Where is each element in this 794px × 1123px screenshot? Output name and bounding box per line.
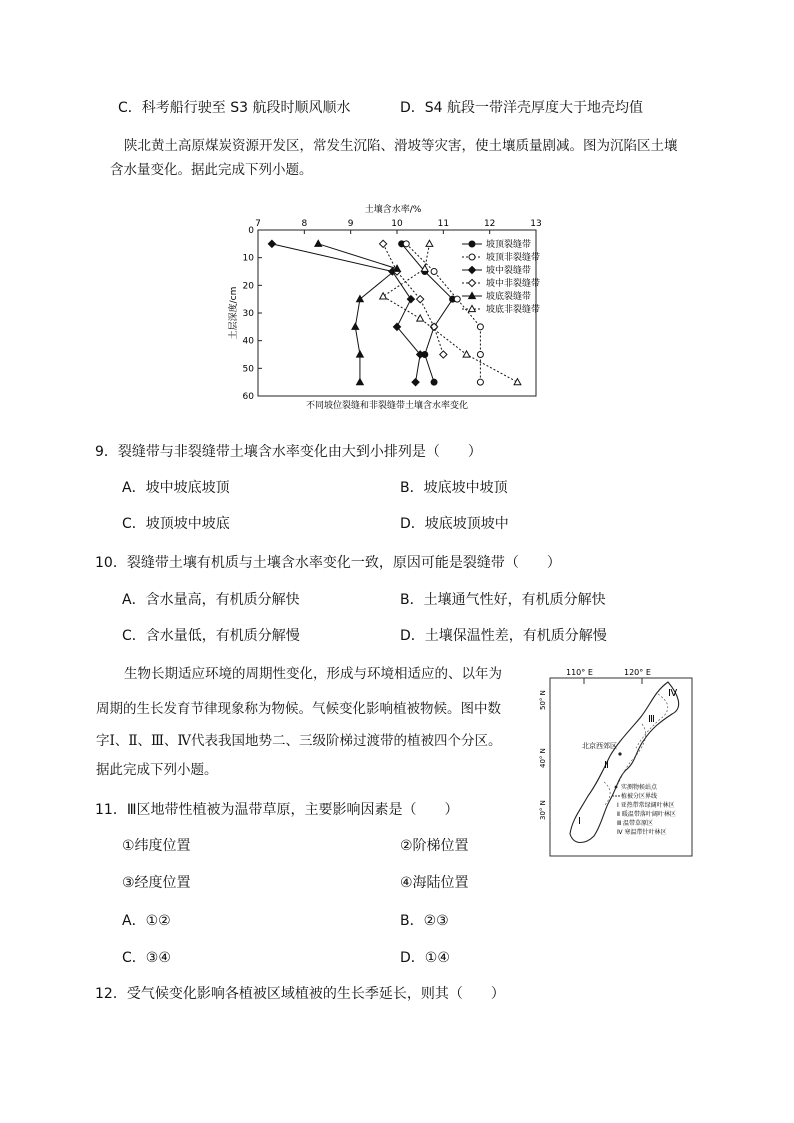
map-legend-item: 实测物候站点 — [621, 784, 658, 791]
q11-option-d[interactable]: D．①④ — [400, 950, 450, 966]
x-tick-label: 7 — [255, 219, 261, 229]
data-point — [403, 241, 409, 247]
x-tick-label: 11 — [437, 219, 450, 229]
q8-option-c: C．科考船行驶至 S3 航段时顺风顺水 — [118, 100, 351, 116]
map-legend-item: Ⅱ 暖温带落叶阔叶林区 — [617, 811, 676, 818]
legend-station-icon — [615, 786, 618, 789]
q9-option-b[interactable]: B．坡底坡中坡顶 — [400, 480, 508, 496]
data-point — [357, 379, 364, 385]
data-point — [407, 296, 414, 303]
map-lon-120: 120° E — [624, 668, 651, 677]
y-axis-label: 土层深度/cm — [229, 286, 239, 340]
passage-soil-line1: 陕北黄土高原煤炭资源开发区，常发生沉陷、滑坡等灾害，使土壤质量剧减。图为沉陷区土壤 — [124, 138, 678, 154]
data-point — [454, 296, 460, 302]
beijing-marker — [618, 752, 621, 755]
q11-option-a[interactable]: A．①② — [122, 913, 171, 929]
series-1 — [399, 241, 456, 385]
data-point — [468, 266, 475, 273]
q9-option-a[interactable]: A．坡中坡底坡顶 — [122, 480, 230, 496]
map-lat-30: 30° N — [539, 800, 547, 820]
x-tick-label: 9 — [347, 219, 354, 229]
data-point — [468, 279, 475, 286]
data-point — [357, 351, 364, 357]
region-iv-label: Ⅳ — [668, 688, 678, 699]
q10-option-b[interactable]: B．土壤通气性好，有机质分解快 — [400, 592, 606, 608]
map-legend-item: Ⅳ 寒温带针叶林区 — [617, 829, 667, 836]
map-lon-110: 110° E — [566, 668, 593, 677]
q8-option-d: D．S4 航段一带洋壳厚度大于地壳均值 — [400, 100, 644, 116]
data-point — [477, 324, 483, 330]
passage-soil-line2: 含水量变化。据此完成下列小题。 — [110, 162, 313, 178]
q11-option-b[interactable]: B．②③ — [400, 913, 449, 929]
q9-stem: 9．裂缝带与非裂缝带土壤含水率变化由大到小排列是（ ） — [95, 444, 482, 460]
series-3 — [268, 240, 423, 386]
data-point — [426, 240, 433, 246]
legend-label: 坡底非裂缝带 — [486, 305, 541, 315]
data-point — [417, 296, 424, 303]
map-lat-50: 50° N — [539, 690, 547, 710]
y-tick-label: 10 — [242, 253, 254, 264]
data-point — [431, 379, 437, 385]
q11-option-c[interactable]: C．③④ — [122, 950, 171, 966]
legend-label: 坡中非裂缝带 — [486, 279, 541, 289]
q10-option-d[interactable]: D．土壤保温性差，有机质分解慢 — [400, 628, 607, 644]
q9-option-d[interactable]: D．坡底坡顶坡中 — [400, 516, 509, 532]
map-legend-item: Ⅰ 亚热带常绿阔叶林区 — [617, 802, 675, 809]
data-point — [412, 379, 419, 386]
data-point — [268, 240, 275, 247]
data-point — [315, 240, 322, 246]
series-line — [318, 244, 397, 382]
y-tick-label: 0 — [248, 226, 254, 236]
transition-belt-outline — [570, 682, 679, 843]
data-point — [469, 254, 475, 260]
q10-option-a[interactable]: A．含水量高，有机质分解快 — [122, 592, 300, 608]
series-5 — [315, 240, 401, 385]
data-point — [431, 269, 437, 275]
data-point — [477, 379, 483, 385]
q11-stem: 11．Ⅲ区地带性植被为温带草原，主要影响因素是（ ） — [95, 802, 459, 818]
chart-svg — [226, 200, 556, 418]
q10-option-c[interactable]: C．含水量低，有机质分解慢 — [122, 628, 300, 644]
map-svg — [540, 664, 698, 860]
q11-item-3: ③经度位置 — [122, 875, 191, 891]
series-line — [272, 244, 420, 382]
vegetation-zone-map — [540, 664, 698, 860]
region-iii-label: Ⅲ — [648, 714, 655, 725]
legend-label: 坡中裂缝带 — [486, 266, 532, 276]
data-point — [417, 315, 424, 321]
q11-item-2: ②阶梯位置 — [400, 838, 469, 854]
legend-label: 坡顶非裂缝带 — [486, 253, 541, 263]
soil-moisture-chart — [226, 200, 556, 418]
q9-option-c[interactable]: C．坡顶坡中坡底 — [122, 516, 230, 532]
passage-phenology-line1: 生物长期适应环境的周期性变化，形成与环境相适应的、以年为 — [124, 666, 502, 682]
region-i-label: Ⅰ — [578, 816, 581, 827]
x-tick-label: 10 — [391, 219, 403, 229]
data-point — [440, 351, 447, 358]
map-lat-40: 40° N — [539, 748, 547, 768]
y-tick-label: 30 — [242, 309, 254, 319]
passage-phenology-line3: 字Ⅰ、Ⅱ、Ⅲ、Ⅳ代表我国地势二、三级阶梯过渡带的植被四个分区。 — [96, 733, 502, 749]
legend-label: 坡底裂缝带 — [486, 292, 532, 302]
data-point — [514, 379, 521, 385]
data-point — [477, 352, 483, 358]
data-point — [352, 323, 359, 329]
region-ii-label: Ⅱ — [604, 760, 609, 771]
y-tick-label: 50 — [242, 364, 254, 375]
passage-phenology-line2: 周期的生长发育节律现象称为物候。气候变化影响植被物候。图中数 — [96, 701, 501, 717]
map-legend-item: Ⅲ 温带草原区 — [617, 820, 654, 827]
city-label: 北京西郊区 — [582, 742, 617, 750]
y-tick-label: 40 — [242, 336, 254, 347]
x-tick-label: 13 — [530, 219, 542, 229]
y-tick-label: 60 — [242, 392, 254, 402]
chart-title: 土壤含水率/% — [364, 205, 422, 215]
q11-item-4: ④海陆位置 — [400, 875, 469, 891]
q10-stem: 10．裂缝带土壤有机质与土壤含水率变化一致，原因可能是裂缝带（ ） — [95, 555, 561, 571]
q11-item-1: ①纬度位置 — [122, 838, 191, 854]
data-point — [469, 241, 475, 247]
x-tick-label: 8 — [301, 219, 308, 229]
legend-label: 坡顶裂缝带 — [486, 240, 532, 250]
q12-stem: 12．受气候变化影响各植被区域植被的生长季延长，则其（ ） — [95, 986, 505, 1002]
passage-phenology-line4: 据此完成下列小题。 — [96, 762, 218, 778]
chart-caption: 不同坡位裂缝和非裂缝带土壤含水率变化 — [305, 401, 469, 411]
data-point — [357, 296, 364, 302]
data-point — [463, 351, 470, 357]
y-tick-label: 20 — [242, 281, 254, 292]
x-tick-label: 12 — [483, 219, 496, 229]
data-point — [380, 240, 387, 247]
data-point — [380, 293, 387, 299]
map-legend-item: 植被分区界线 — [621, 793, 658, 800]
